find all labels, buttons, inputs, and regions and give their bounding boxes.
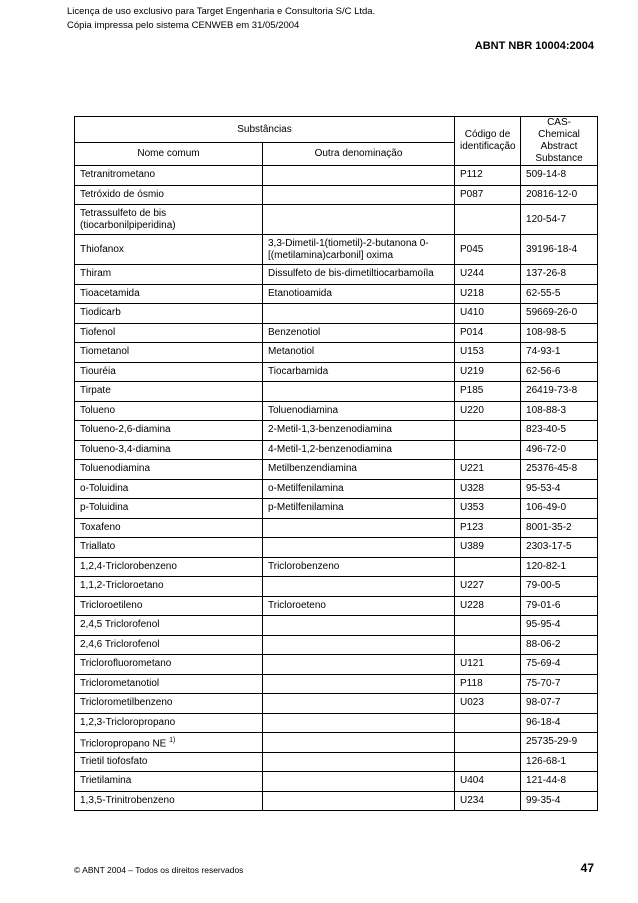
cell-code-text: P123 [460, 521, 484, 533]
footnote-marker: 1) [169, 736, 176, 744]
cell-other-name [263, 401, 455, 421]
cell-common-name [75, 577, 263, 597]
cell-code [455, 362, 521, 382]
col-header-other-name: Outra denominação [263, 143, 455, 166]
cell-cas [521, 713, 598, 733]
cell-cas-text: 2303-17-5 [526, 541, 572, 553]
cell-cas [521, 616, 598, 636]
cell-common-name [75, 674, 263, 694]
table-row [75, 166, 598, 186]
cell-other-name [263, 557, 455, 577]
cell-other-name-text: Benzenotiol [268, 326, 321, 338]
cell-cas-text: 106-49-0 [526, 502, 567, 514]
cell-common-name-text: Toxafeno [80, 521, 121, 533]
cell-code [455, 479, 521, 499]
table-row [75, 635, 598, 655]
cell-code [455, 635, 521, 655]
cell-cas [521, 460, 598, 480]
cell-common-name [75, 655, 263, 675]
cell-code [455, 460, 521, 480]
cell-common-name [75, 382, 263, 402]
table-row [75, 421, 598, 441]
cell-common-name [75, 596, 263, 616]
cell-other-name [263, 713, 455, 733]
cell-other-name [263, 772, 455, 792]
cell-code [455, 235, 521, 265]
cell-other-name [263, 694, 455, 714]
cell-code [455, 382, 521, 402]
table-row [75, 382, 598, 402]
cell-other-name-text: Etanotioamida [268, 287, 332, 299]
cell-other-name [263, 460, 455, 480]
cell-other-name [263, 733, 455, 753]
cell-other-name [263, 752, 455, 772]
table-row [75, 499, 598, 519]
group-header-substances: Substâncias [75, 117, 455, 143]
cell-cas-text: 823-40-5 [526, 424, 567, 436]
cell-code-text: P014 [460, 326, 484, 338]
cell-cas-text: 509-14-8 [526, 169, 567, 181]
table-row [75, 401, 598, 421]
cell-cas [521, 557, 598, 577]
cell-cas [521, 323, 598, 343]
cell-cas [521, 362, 598, 382]
table-row [75, 343, 598, 363]
page-number: 47 [580, 861, 594, 875]
copyright-footer: © ABNT 2004 – Todos os direitos reservados [74, 865, 244, 875]
cell-code [455, 166, 521, 186]
cell-common-name-text: Thiofanox [80, 243, 124, 255]
cell-code-text: U410 [460, 307, 484, 319]
cell-common-name [75, 518, 263, 538]
cell-common-name [75, 557, 263, 577]
table-row [75, 557, 598, 577]
cell-common-name-text: Tolueno [80, 404, 116, 416]
cell-cas-text: 62-56-6 [526, 365, 561, 377]
cell-other-name-text: Dissulfeto de bis-dimetiltiocarbamoíla [268, 268, 434, 280]
cell-common-name [75, 235, 263, 265]
cell-cas [521, 205, 598, 235]
cell-common-name-text: Tricloroetileno [80, 599, 143, 611]
cell-common-name [75, 401, 263, 421]
cell-code [455, 185, 521, 205]
cell-code-text: U228 [460, 599, 484, 611]
cell-cas-text: 126-68-1 [526, 755, 567, 767]
cell-cas [521, 343, 598, 363]
cell-other-name [263, 635, 455, 655]
cell-other-name-text: o-Metilfenilamina [268, 482, 344, 494]
table-row [75, 323, 598, 343]
cell-cas-text: 108-98-5 [526, 326, 567, 338]
cell-code-text: P112 [460, 169, 483, 181]
cell-common-name [75, 460, 263, 480]
cell-code [455, 421, 521, 441]
cell-code-text: P118 [460, 677, 483, 689]
cell-common-name-text: Trietilamina [80, 775, 132, 787]
cell-other-name [263, 343, 455, 363]
cell-common-name [75, 772, 263, 792]
cell-cas-text: 79-00-5 [526, 580, 561, 592]
cell-code [455, 791, 521, 811]
cell-common-name [75, 343, 263, 363]
cell-cas [521, 655, 598, 675]
cell-common-name-text: 2,4,6 Triclorofenol [80, 638, 160, 650]
table-row [75, 694, 598, 714]
cell-other-name [263, 284, 455, 304]
cell-cas-text: 75-70-7 [526, 677, 561, 689]
cell-code [455, 674, 521, 694]
table-row [75, 752, 598, 772]
cell-cas-text: 88-06-2 [526, 638, 561, 650]
cell-common-name [75, 499, 263, 519]
cell-common-name-text: Triclorofluorometano [80, 658, 172, 670]
cell-cas-text: 95-95-4 [526, 619, 561, 631]
cell-common-name-text: Tetranitrometano [80, 169, 156, 181]
cell-cas [521, 382, 598, 402]
cell-cas-text: 98-07-7 [526, 697, 561, 709]
cell-common-name [75, 284, 263, 304]
table-row [75, 205, 598, 235]
cell-cas-text: 79-01-6 [526, 599, 561, 611]
cell-cas [521, 752, 598, 772]
cell-cas-text: 95-53-4 [526, 482, 561, 494]
cell-common-name [75, 635, 263, 655]
cell-code-text: U219 [460, 365, 484, 377]
table-row [75, 616, 598, 636]
table-row [75, 538, 598, 558]
cell-common-name-text: Tetrassulfeto de bis (tiocarbonilpiperidina) [80, 207, 176, 231]
table-row [75, 674, 598, 694]
cell-other-name [263, 304, 455, 324]
cell-cas [521, 772, 598, 792]
cell-common-name-text: Tiometanol [80, 346, 130, 358]
cell-cas [521, 235, 598, 265]
table-row [75, 235, 598, 265]
cell-other-name-text: Metanotiol [268, 346, 315, 358]
cell-code [455, 577, 521, 597]
table-row [75, 265, 598, 285]
table-row [75, 479, 598, 499]
cell-cas-text: 62-55-5 [526, 287, 561, 299]
cell-other-name-text: 2-Metil-1,3-benzenodiamina [268, 424, 392, 436]
cell-code-text: U244 [460, 268, 484, 280]
cell-cas [521, 596, 598, 616]
cell-cas [521, 674, 598, 694]
cell-other-name [263, 791, 455, 811]
cell-common-name-text: 2,4,5 Triclorofenol [80, 619, 160, 631]
cell-cas [521, 304, 598, 324]
cell-common-name-text: Trietil tiofosfato [80, 755, 148, 767]
cell-other-name-text: 4-Metil-1,2-benzenodiamina [268, 443, 392, 455]
table-row [75, 596, 598, 616]
cell-common-name [75, 166, 263, 186]
cell-code [455, 323, 521, 343]
cell-code-text: U227 [460, 580, 484, 592]
cell-common-name [75, 479, 263, 499]
table-body [75, 166, 598, 811]
cell-code [455, 499, 521, 519]
cell-common-name-text: 1,2,3-Tricloropropano [80, 716, 176, 728]
cell-common-name-text: Tiouréia [80, 365, 116, 377]
cell-common-name [75, 733, 263, 753]
cell-code [455, 694, 521, 714]
table-row [75, 460, 598, 480]
table-row [75, 577, 598, 597]
cell-code-text: U328 [460, 482, 484, 494]
table-row [75, 733, 598, 753]
cell-common-name [75, 694, 263, 714]
cell-cas-text: 120-82-1 [526, 560, 567, 572]
cell-code-text: U389 [460, 541, 484, 553]
cell-common-name [75, 265, 263, 285]
cell-other-name-text: Toluenodiamina [268, 404, 339, 416]
cell-code [455, 557, 521, 577]
cell-common-name [75, 362, 263, 382]
cell-other-name-text: Metilbenzendiamina [268, 463, 357, 475]
cell-cas-text: 39196-18-4 [526, 243, 578, 255]
cell-code [455, 616, 521, 636]
cell-cas [521, 499, 598, 519]
license-line-2: Cópia impressa pelo sistema CENWEB em 31/05/2004 [67, 20, 300, 31]
cell-cas-text: 20816-12-0 [526, 188, 578, 200]
table-row [75, 518, 598, 538]
cell-other-name [263, 235, 455, 265]
cell-cas [521, 401, 598, 421]
cell-other-name [263, 655, 455, 675]
cell-cas-text: 496-72-0 [526, 443, 567, 455]
cell-common-name-text: Tolueno-3,4-diamina [80, 443, 171, 455]
table-row [75, 185, 598, 205]
cell-cas-text: 137-26-8 [526, 268, 567, 280]
cell-cas-text: 108-88-3 [526, 404, 567, 416]
cell-common-name [75, 304, 263, 324]
cell-other-name-text: 3,3-Dimetil-1(tiometil)-2-butanona 0-[(metilamina)carbonil] oxima [268, 237, 429, 261]
cell-cas-text: 121-44-8 [526, 775, 567, 787]
cell-common-name-text: p-Toluidina [80, 502, 129, 514]
standard-code: ABNT NBR 10004:2004 [474, 40, 594, 52]
cell-code-text: U121 [460, 658, 484, 670]
cell-other-name [263, 166, 455, 186]
cell-other-name [263, 382, 455, 402]
table-row [75, 772, 598, 792]
cell-code [455, 733, 521, 753]
cell-common-name [75, 616, 263, 636]
cell-common-name-text: Triallato [80, 541, 116, 553]
cell-other-name [263, 577, 455, 597]
cell-common-name [75, 538, 263, 558]
cell-common-name-text: Tricloropropano NE [80, 737, 167, 749]
license-line-1: Licença de uso exclusivo para Target Engenharia e Consultoria S/C Ltda. [67, 6, 376, 17]
cell-cas-text: 99-35-4 [526, 794, 561, 806]
cell-code-text: P045 [460, 243, 484, 255]
cell-other-name [263, 185, 455, 205]
cell-common-name-text: Tioacetamida [80, 287, 140, 299]
cell-cas [521, 265, 598, 285]
cell-other-name [263, 596, 455, 616]
cell-other-name-text: p-Metilfenilamina [268, 502, 344, 514]
cell-common-name-text: 1,3,5-Trinitrobenzeno [80, 794, 175, 806]
cell-other-name [263, 674, 455, 694]
cell-code [455, 538, 521, 558]
cell-cas [521, 694, 598, 714]
cell-code-text: P087 [460, 188, 484, 200]
cell-common-name [75, 323, 263, 343]
cell-code-text: U353 [460, 502, 484, 514]
cell-cas-text: 25376-45-8 [526, 463, 578, 475]
col-header-cas: CAS- Chemical Abstract Substance [521, 117, 598, 166]
cell-other-name [263, 616, 455, 636]
cell-code-text: U023 [460, 697, 484, 709]
cell-cas [521, 635, 598, 655]
cell-cas [521, 185, 598, 205]
cell-code [455, 518, 521, 538]
cell-code [455, 713, 521, 733]
cell-common-name [75, 791, 263, 811]
cell-common-name-text: 1,2,4-Triclorobenzeno [80, 560, 177, 572]
cell-code [455, 655, 521, 675]
cell-other-name [263, 499, 455, 519]
cell-cas [521, 284, 598, 304]
col-header-code: Código de identificação [455, 117, 521, 166]
col-header-common-name: Nome comum [75, 143, 263, 166]
cell-cas-text: 25735-29-9 [526, 736, 578, 748]
cell-cas [521, 577, 598, 597]
cell-common-name-text: Tiodicarb [80, 307, 121, 319]
cell-common-name [75, 440, 263, 460]
cell-common-name-text: Toluenodiamina [80, 463, 151, 475]
table-row [75, 284, 598, 304]
cell-code-text: U221 [460, 463, 484, 475]
cell-cas [521, 538, 598, 558]
cell-common-name [75, 713, 263, 733]
license-notice [67, 5, 375, 33]
cell-code-text: U404 [460, 775, 484, 787]
cell-cas-text: 74-93-1 [526, 346, 561, 358]
cell-code [455, 772, 521, 792]
cell-code [455, 284, 521, 304]
cell-cas [521, 479, 598, 499]
cell-cas [521, 440, 598, 460]
cell-common-name [75, 752, 263, 772]
cell-other-name [263, 362, 455, 382]
table-row [75, 713, 598, 733]
cell-common-name-text: Tetróxido de ósmio [80, 188, 164, 200]
cell-code-text: U234 [460, 794, 484, 806]
cell-cas [521, 166, 598, 186]
cell-code [455, 440, 521, 460]
cell-code [455, 205, 521, 235]
table-row [75, 655, 598, 675]
cell-cas-text: 96-18-4 [526, 716, 561, 728]
cell-code-text: U218 [460, 287, 484, 299]
cell-other-name-text: Tricloroeteno [268, 599, 326, 611]
cell-cas [521, 421, 598, 441]
cell-common-name-text: o-Toluidina [80, 482, 129, 494]
cell-other-name [263, 421, 455, 441]
cell-code-text: P185 [460, 385, 484, 397]
cell-cas-text: 8001-35-2 [526, 521, 572, 533]
cell-common-name-text: Tirpate [80, 385, 111, 397]
cell-common-name-text: 1,1,2-Tricloroetano [80, 580, 164, 592]
cell-cas-text: 26419-73-8 [526, 385, 578, 397]
cell-other-name [263, 265, 455, 285]
cell-cas-text: 120-54-7 [526, 213, 567, 225]
cell-cas-text: 75-69-4 [526, 658, 561, 670]
substances-table [74, 116, 598, 811]
cell-other-name [263, 479, 455, 499]
cell-code [455, 265, 521, 285]
cell-other-name [263, 538, 455, 558]
cell-common-name-text: Tolueno-2,6-diamina [80, 424, 171, 436]
cell-common-name-text: Triclorometanotiol [80, 677, 160, 689]
cell-cas [521, 518, 598, 538]
cell-common-name [75, 421, 263, 441]
table-row [75, 304, 598, 324]
cell-common-name [75, 185, 263, 205]
cell-code [455, 343, 521, 363]
cell-common-name [75, 205, 263, 235]
cell-common-name-text: Triclorometilbenzeno [80, 697, 173, 709]
table-row [75, 791, 598, 811]
cell-common-name-text: Tiofenol [80, 326, 116, 338]
cell-other-name-text: Tiocarbamida [268, 365, 329, 377]
cell-other-name [263, 518, 455, 538]
cell-code-text: U220 [460, 404, 484, 416]
cell-cas [521, 733, 598, 753]
cell-cas-text: 59669-26-0 [526, 307, 578, 319]
cell-code [455, 304, 521, 324]
cell-code-text: U153 [460, 346, 484, 358]
cell-other-name-text: Triclorobenzeno [268, 560, 340, 572]
cell-other-name [263, 323, 455, 343]
cell-other-name [263, 440, 455, 460]
table-row [75, 362, 598, 382]
cell-cas [521, 791, 598, 811]
cell-other-name [263, 205, 455, 235]
cell-code [455, 596, 521, 616]
table-row [75, 440, 598, 460]
cell-code [455, 401, 521, 421]
cell-common-name-text: Thiram [80, 268, 112, 280]
cell-code [455, 752, 521, 772]
